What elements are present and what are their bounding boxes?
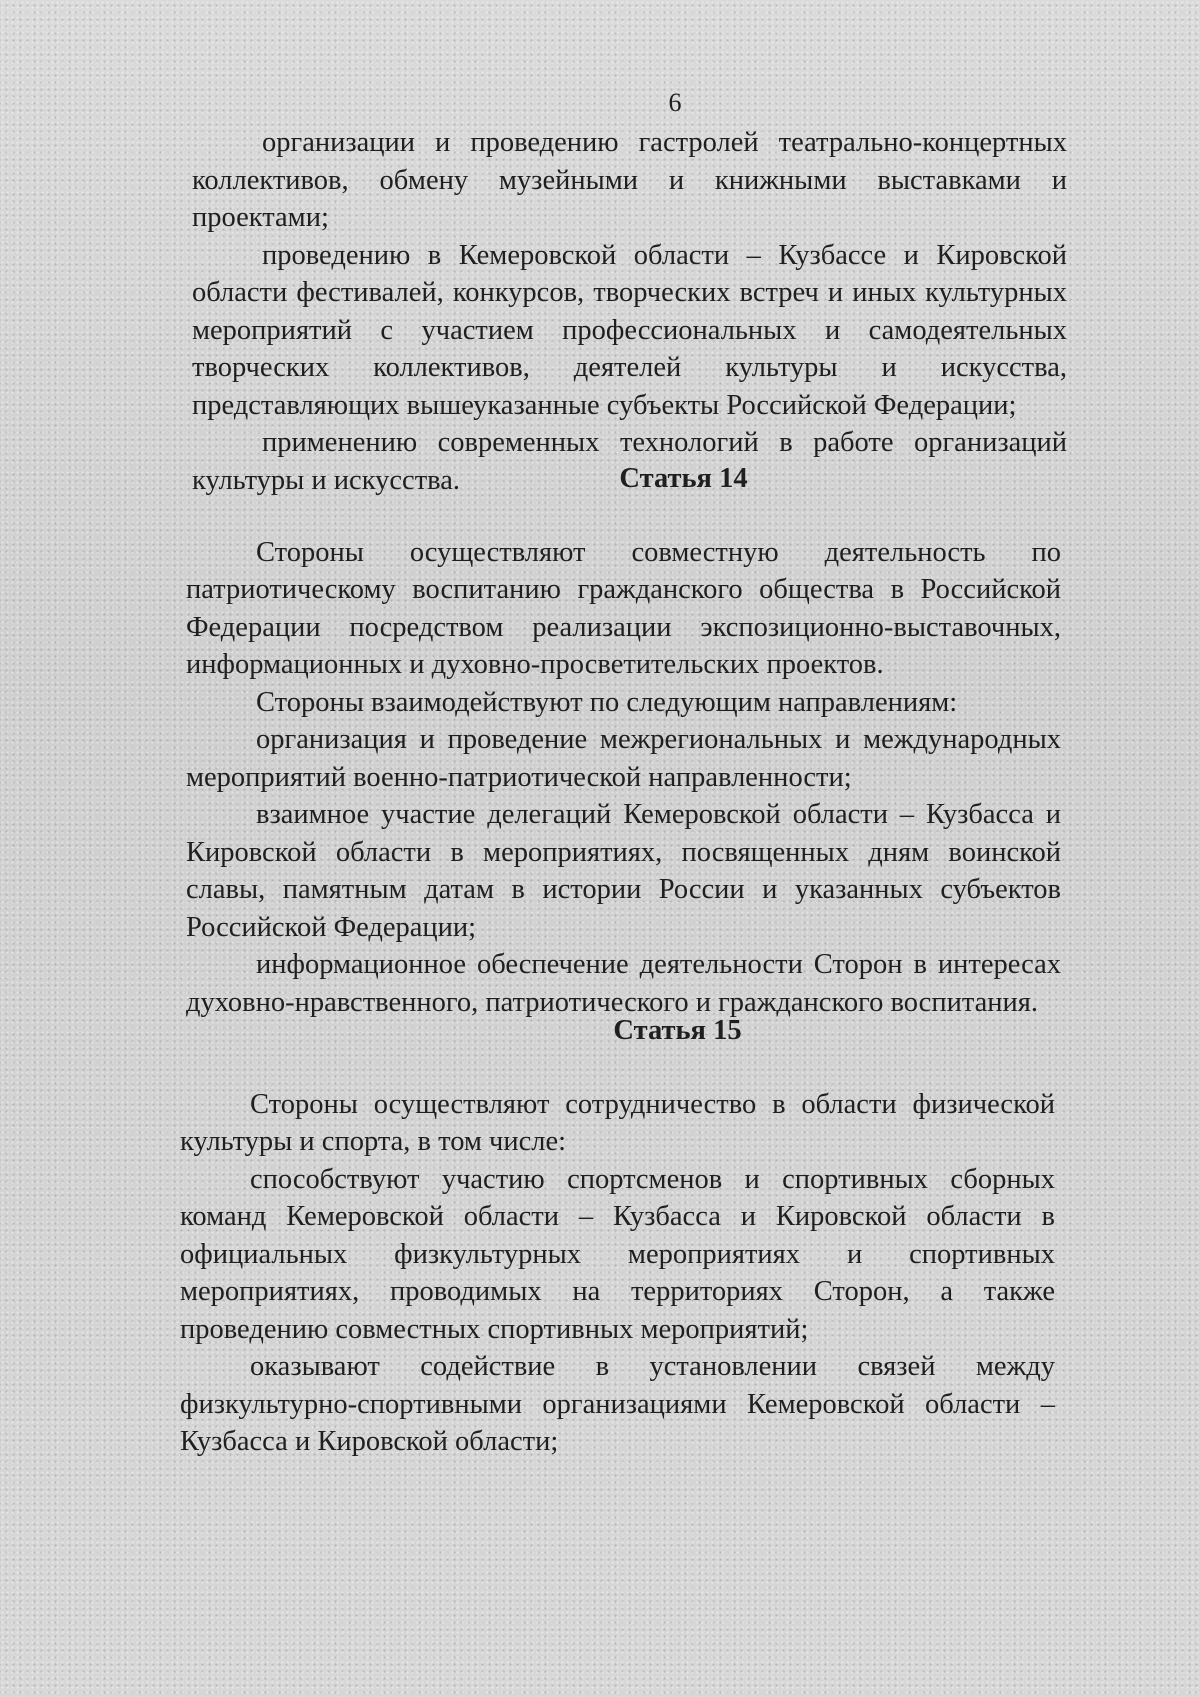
page-number: 6 — [668, 88, 682, 117]
article-14-paragraph-3: организация и проведение межрегиональных и международных мероприятий военно-патриотической направленности; — [186, 724, 1061, 793]
paragraph-technologies: применению современных технологий в работе организаций культуры и искусства. — [192, 427, 1067, 496]
paragraph-festivals: проведению в Кемеровской области – Кузбассе и Кировской области фестивалей, конкурсов, творческих встреч и иных культурных мероприятий с участием профессиональных и самодеятельных творческих коллективов, деятелей культуры и искусства, представляющих вышеуказанные субъекты Российской Федерации; — [192, 239, 1067, 421]
article-15-section — [180, 1012, 1055, 1461]
article-14-paragraph-2: Стороны взаимодействуют по следующим направлениям: — [256, 686, 958, 718]
top-block — [192, 124, 1067, 499]
article-14-section — [186, 460, 1061, 1021]
paragraph-touring: организации и проведению гастролей театрально-концертных коллективов, обмену музейными и книжными выставками и проектами; — [192, 127, 1067, 233]
article-14-paragraph-5: информационное обеспечение деятельности Сторон в интересах духовно-нравственного, патриотического и гражданского воспитания. — [186, 949, 1061, 1018]
article-15-paragraph-3: оказывают содействие в установлении связей между физкультурно-спортивными организациями Кемеровской области – Кузбасса и Кировской области; — [180, 1351, 1055, 1457]
article-14-paragraph-4: взаимное участие делегаций Кемеровской области – Кузбасса и Кировской области в мероприятиях, посвященных дням воинской славы, памятным датам в истории России и указанных субъектов Российской Федерации; — [186, 799, 1061, 943]
article-14-heading: Статья 14 — [619, 463, 748, 494]
article-15-paragraph-1: Стороны осуществляют сотрудничество в области физической культуры и спорта, в том числе: — [180, 1088, 1055, 1157]
article-15-paragraph-2: способствуют участию спортсменов и спортивных сборных команд Кемеровской области – Кузбасса и Кировской области в официальных физкультурных мероприятиях и спортивных мероприятиях, проводимых на территориях Сторон, а также проведению совместных спортивных мероприятий; — [180, 1163, 1055, 1345]
article-15-heading: Статья 15 — [613, 1015, 742, 1046]
article-14-paragraph-1: Стороны осуществляют совместную деятельность по патриотическому воспитанию гражданского общества в Российской Федерации посредством реализации экспозиционно-выставочных, информационных и духовно-просветительских проектов. — [186, 536, 1061, 680]
